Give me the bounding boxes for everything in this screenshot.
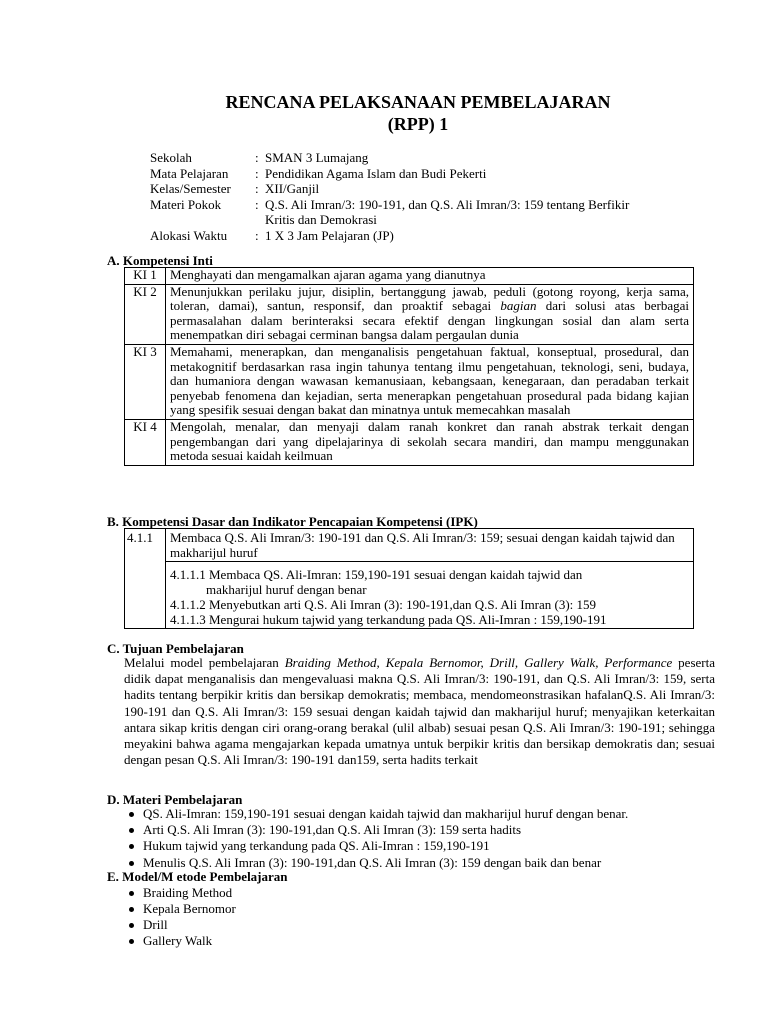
section-heading-e: E. Model/M etode Pembelajaran — [107, 869, 288, 884]
kd-row — [125, 529, 694, 562]
ki-text-part: Menunjukkan perilaku jujur, disiplin, bertanggung jawab, peduli (gotong royong, kerja sama, toleran, damai), santun, responsif, dan proaktif sebagai — [170, 283, 689, 314]
ipk-text-continuation: makharijul huruf dengan benar — [206, 582, 367, 597]
list-item: Arti Q.S. Ali Imran (3): 190-191,dan Q.S. Ali Imran (3): 159 serta hadits — [127, 822, 628, 838]
info-label: Kelas/Semester — [150, 181, 231, 196]
identity-block — [150, 150, 705, 243]
list-item: Gallery Walk — [127, 933, 236, 949]
kd-text: Membaca Q.S. Ali Imran/3: 190-191 dan Q.S. Ali Imran/3: 159; sesuai dengan kaidah tajwid dan makharijul huruf — [166, 529, 694, 562]
ki-row — [125, 419, 694, 465]
info-label: Alokasi Waktu — [150, 227, 228, 243]
ki-text: Mengolah, menalar, dan menyaji dalam ranah konkret dan ranah abstrak terkait dengan pengembangan dari yang dipelajarinya di sekolah secara mandiri, dan mampu menggunakan metoda sesuai kaidah keilmuan — [166, 419, 694, 465]
list-item: Hukum tajwid yang terkandung pada QS. Ali-Imran : 159,190-191 — [127, 838, 628, 854]
ki-code: KI 1 — [125, 268, 166, 285]
ki-row — [125, 284, 694, 344]
info-row-sekolah — [150, 150, 705, 166]
ipk-text: 4.1.1.1 Membaca QS. Ali-Imran: 159,190-191 sesuai dengan kaidah tajwid dan — [170, 567, 583, 582]
info-separator: : — [255, 196, 259, 212]
list-item: Kepala Bernomor — [127, 901, 236, 917]
list-item: QS. Ali-Imran: 159,190-191 sesuai dengan kaidah tajwid dan makharijul huruf dengan benar. — [127, 806, 628, 822]
info-row-mata-pelajaran — [150, 166, 705, 182]
list-item: Menulis Q.S. Ali Imran (3): 190-191,dan Q.S. Ali Imran (3): 159 dengan baik dan benar — [127, 855, 628, 871]
info-value: Q.S. Ali Imran/3: 190-191, dan Q.S. Ali Imran/3: 159 tentang Berfikir — [265, 196, 630, 212]
ipk-text: 4.1.1.2 Menyebutkan arti Q.S. Ali Imran (3): 190-191,dan Q.S. Ali Imran (3): 159 — [170, 597, 597, 612]
ipk-item — [170, 567, 689, 597]
ki-text-part: dari solusi atas berbagai permasalahan dalam berinteraksi secara efektif dengan lingkungan sosial dan alam serta menempatkan diri sebagai cerminan bangsa dalam pergaulan dunia — [170, 298, 690, 343]
ipk-item — [170, 612, 689, 627]
materi-list — [127, 806, 628, 871]
info-label: Sekolah — [150, 150, 192, 165]
info-row-kelas-semester — [150, 181, 705, 197]
ki-code: KI 2 — [125, 284, 166, 344]
ki-code: KI 3 — [125, 344, 166, 419]
ki-text — [166, 284, 694, 344]
ipk-list — [166, 562, 694, 629]
tujuan-paragraph — [124, 655, 715, 768]
ki-row — [125, 268, 694, 285]
ipk-row — [125, 562, 694, 629]
tujuan-text: Melalui model pembelajaran — [124, 655, 285, 670]
document-title: RENCANA PELAKSANAAN PEMBELAJARAN — [225, 92, 611, 112]
info-value: XII/Ganjil — [265, 181, 320, 196]
info-value: 1 X 3 Jam Pelajaran (JP) — [265, 227, 394, 243]
ki-text: Memahami, menerapkan, dan menganalisis pengetahuan faktual, konseptual, prosedural, dan metakognitif berdasarkan rasa ingin tahunya tentang ilmu pengetahuan, teknologi, seni, budaya, dan humaniora dengan wawasan kemanusiaan, kebangsaan, kenegaraan, dan peradaban terkait penyebab fenomena dan kejadian, serta menerapkan pengetahuan prosedural pada bidang kajian yang spesifik sesuai dengan bakat dan minatnya untuk memecahkan masalah — [166, 344, 694, 419]
info-separator: : — [255, 181, 259, 196]
ipk-text: 4.1.1.3 Mengurai hukum tajwid yang terkandung pada QS. Ali-Imran : 159,190-191 — [170, 612, 607, 627]
list-item: Drill — [127, 917, 236, 933]
info-separator: : — [255, 150, 259, 165]
section-heading-b: B. Kompetensi Dasar dan Indikator Pencapaian Kompetensi (IPK) — [107, 514, 478, 529]
info-row-materi-pokok — [150, 197, 705, 213]
kompetensi-inti-table — [124, 267, 694, 466]
section-heading-d: D. Materi Pembelajaran — [107, 792, 243, 807]
document-subtitle: (RPP) 1 — [387, 114, 449, 134]
ki-text-italic: bagian — [500, 298, 537, 314]
info-label: Mata Pelajaran — [150, 165, 229, 181]
metode-list — [127, 885, 236, 949]
ki-text: Menghayati dan mengamalkan ajaran agama yang dianutnya — [166, 268, 694, 285]
list-item: Braiding Method — [127, 885, 236, 901]
tujuan-text: peserta didik dapat menganalisis dan mengevaluasi makna Q.S. Ali Imran/3: 190-191, dan Q.S. Ali Imran/3: 159, serta hadits tentang berpikir kritis dan bersikap demokratis; membaca, mendomeonstrasikan hafalanQ.S. Ali Imran/3: 190-191 dan Q.S. Ali Imran/3: 159 sesuai dengan kaidah tajwid dan makharijul huruf; menyajikan keterkaitan antara sikap kritis dengan ciri orang-orang berakal (ulil albab) sesuai pesan Q.S. Ali Imran/3: 190-191; sehingga meyakini bahwa agama mengajarkan kepada umatnya untuk berpikir kritis dan bersikap demokratis dan; sesuai dengan pesan Q.S. Ali Imran/3: 190-191 dan159, serta hadits terkait — [124, 655, 715, 768]
info-label: Materi Pokok — [150, 196, 222, 212]
ki-row — [125, 344, 694, 419]
kompetensi-dasar-table — [124, 528, 694, 629]
info-separator: : — [255, 227, 259, 243]
section-heading-c: C. Tujuan Pembelajaran — [107, 641, 244, 656]
info-value: Pendidikan Agama Islam dan Budi Pekerti — [265, 165, 487, 181]
info-row-alokasi-waktu — [150, 228, 705, 244]
ki-code: KI 4 — [125, 419, 166, 465]
kd-code: 4.1.1 — [125, 529, 166, 629]
info-separator: : — [255, 165, 259, 181]
tujuan-methods: Braiding Method, Kepala Bernomor, Drill, Gallery Walk, Performance — [284, 655, 673, 670]
info-value: SMAN 3 Lumajang — [265, 150, 369, 165]
ipk-item — [170, 597, 689, 612]
section-heading-a: A. Kompetensi Inti — [107, 253, 213, 268]
info-value-continuation: Kritis dan Demokrasi — [265, 212, 377, 227]
